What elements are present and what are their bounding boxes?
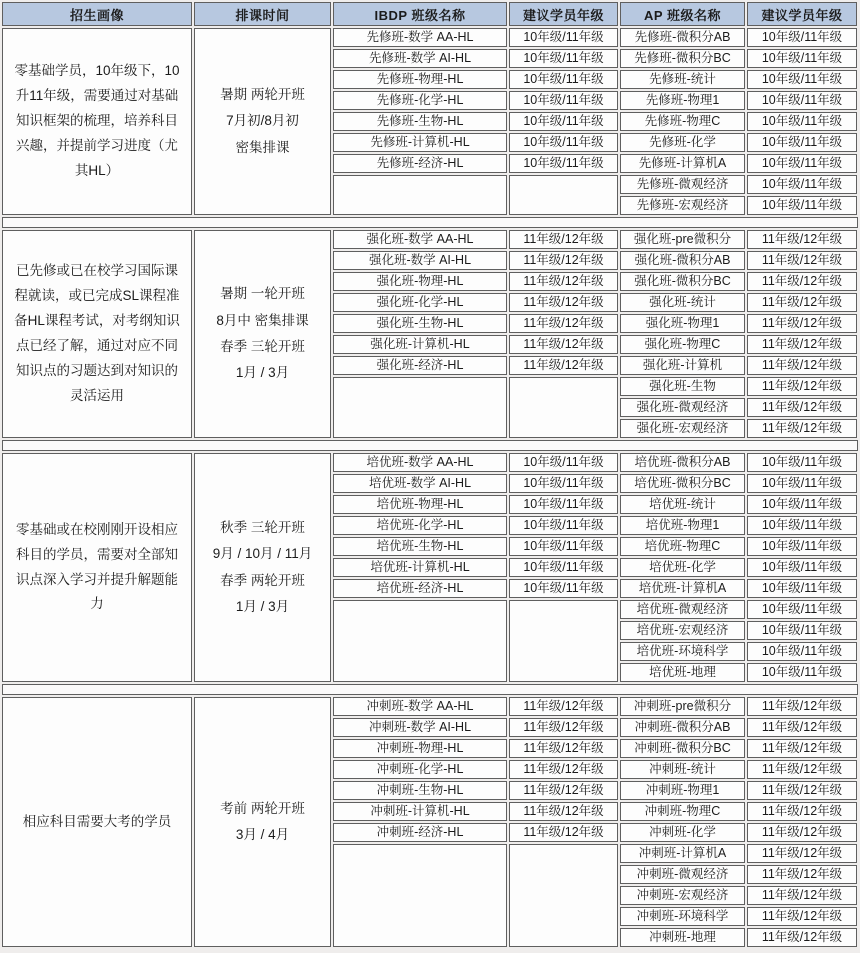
grade-cell: 10年级/11年级 bbox=[747, 600, 857, 619]
table-row bbox=[333, 230, 618, 249]
grade-cell: 10年级/11年级 bbox=[747, 112, 857, 131]
class-name-cell: 培优班-环境科学 bbox=[620, 642, 745, 661]
grade-cell: 10年级/11年级 bbox=[747, 196, 857, 215]
grade-cell: 11年级/12年级 bbox=[747, 230, 857, 249]
class-name-cell: 先修班-化学-HL bbox=[333, 91, 507, 110]
schedule-line: 3月 / 4月 bbox=[235, 827, 290, 842]
grade-cell: 11年级/12年级 bbox=[747, 760, 857, 779]
class-name-cell: 强化班-数学 AA-HL bbox=[333, 230, 507, 249]
class-name-cell: 先修班-计算机-HL bbox=[333, 133, 507, 152]
grade-cell: 11年级/12年级 bbox=[747, 335, 857, 354]
grade-cell: 10年级/11年级 bbox=[747, 474, 857, 493]
table-row bbox=[333, 558, 618, 577]
class-name-cell: 培优班-化学-HL bbox=[333, 516, 507, 535]
header-ibdp-class: IBDP 班级名称 bbox=[333, 2, 507, 26]
class-name-cell: 冲刺班-计算机A bbox=[620, 844, 745, 863]
class-name-cell: 先修班-物理C bbox=[620, 112, 745, 131]
empty-cell bbox=[333, 600, 507, 682]
grade-cell: 10年级/11年级 bbox=[747, 453, 857, 472]
filler-row bbox=[333, 600, 618, 682]
schedule-line: 8月中 密集排课 bbox=[216, 312, 309, 328]
grade-cell: 10年级/11年级 bbox=[747, 579, 857, 598]
class-name-cell: 培优班-地理 bbox=[620, 663, 745, 682]
table-row bbox=[620, 112, 857, 131]
grade-cell: 11年级/12年级 bbox=[509, 760, 618, 779]
grade-cell: 11年级/12年级 bbox=[509, 335, 618, 354]
class-name-cell: 冲刺班-化学 bbox=[620, 823, 745, 842]
table-row bbox=[333, 781, 618, 800]
grade-cell: 11年级/12年级 bbox=[747, 928, 857, 947]
ap-rows-block bbox=[620, 697, 857, 947]
schedule-cell bbox=[194, 230, 331, 438]
table-section bbox=[2, 453, 858, 682]
class-name-cell: 冲刺班-pre微积分 bbox=[620, 697, 745, 716]
class-name-cell: 培优班-统计 bbox=[620, 495, 745, 514]
grade-cell: 11年级/12年级 bbox=[509, 272, 618, 291]
grade-cell: 10年级/11年级 bbox=[509, 453, 618, 472]
grade-cell: 11年级/12年级 bbox=[509, 251, 618, 270]
table-row bbox=[620, 154, 857, 173]
table-row bbox=[620, 175, 857, 194]
table-row bbox=[620, 928, 857, 947]
section-separator bbox=[2, 684, 858, 695]
class-name-cell: 冲刺班-数学 AI-HL bbox=[333, 718, 507, 737]
table-row bbox=[333, 802, 618, 821]
table-row bbox=[620, 419, 857, 438]
empty-cell bbox=[509, 844, 618, 947]
class-name-cell: 强化班-微积分BC bbox=[620, 272, 745, 291]
class-name-cell: 强化班-物理-HL bbox=[333, 272, 507, 291]
class-name-cell: 强化班-经济-HL bbox=[333, 356, 507, 375]
class-name-cell: 冲刺班-微积分BC bbox=[620, 739, 745, 758]
table-row bbox=[620, 293, 857, 312]
class-name-cell: 强化班-生物-HL bbox=[333, 314, 507, 333]
class-name-cell: 培优班-化学 bbox=[620, 558, 745, 577]
table-row bbox=[620, 600, 857, 619]
grade-cell: 11年级/12年级 bbox=[509, 697, 618, 716]
grade-cell: 11年级/12年级 bbox=[747, 844, 857, 863]
header-profile: 招生画像 bbox=[2, 2, 192, 26]
grade-cell: 10年级/11年级 bbox=[747, 28, 857, 47]
table-row bbox=[333, 154, 618, 173]
class-name-cell: 冲刺班-地理 bbox=[620, 928, 745, 947]
course-schedule-table bbox=[2, 2, 858, 951]
class-name-cell: 培优班-宏观经济 bbox=[620, 621, 745, 640]
table-row bbox=[620, 70, 857, 89]
class-name-cell: 强化班-统计 bbox=[620, 293, 745, 312]
empty-cell bbox=[333, 844, 507, 947]
class-name-cell: 培优班-生物-HL bbox=[333, 537, 507, 556]
class-name-cell: 强化班-pre微积分 bbox=[620, 230, 745, 249]
table-row bbox=[620, 377, 857, 396]
table-row bbox=[620, 230, 857, 249]
class-name-cell: 先修班-生物-HL bbox=[333, 112, 507, 131]
profile-cell: 已先修或已在校学习国际课程就读，或已完成SL课程准备HL课程考试，对考纲知识点已经了解，通过对应不同知识点的习题达到对知识的灵活运用 bbox=[2, 230, 192, 438]
profile-cell: 相应科目需要大考的学员 bbox=[2, 697, 192, 947]
grade-cell: 11年级/12年级 bbox=[747, 356, 857, 375]
section-separator bbox=[2, 440, 858, 451]
ibdp-rows-block bbox=[333, 28, 618, 215]
class-name-cell: 先修班-物理1 bbox=[620, 91, 745, 110]
class-name-cell: 培优班-物理-HL bbox=[333, 495, 507, 514]
schedule-line: 7月初/8月初 bbox=[226, 113, 299, 129]
table-row bbox=[333, 579, 618, 598]
profile-cell: 零基础或在校刚刚开设相应科目的学员，需要对全部知识点深入学习并提升解题能力 bbox=[2, 453, 192, 682]
schedule-cell bbox=[194, 453, 331, 682]
filler-row bbox=[333, 175, 618, 215]
table-row bbox=[620, 642, 857, 661]
class-name-cell: 培优班-计算机A bbox=[620, 579, 745, 598]
table-row bbox=[620, 558, 857, 577]
table-row bbox=[620, 621, 857, 640]
class-name-cell: 强化班-微观经济 bbox=[620, 398, 745, 417]
schedule-line: 密集排课 bbox=[235, 139, 290, 155]
grade-cell: 11年级/12年级 bbox=[747, 377, 857, 396]
table-row bbox=[333, 272, 618, 291]
table-row bbox=[333, 112, 618, 131]
ibdp-rows-block bbox=[333, 230, 618, 438]
class-name-cell: 冲刺班-统计 bbox=[620, 760, 745, 779]
filler-row bbox=[333, 377, 618, 438]
grade-cell: 11年级/12年级 bbox=[747, 739, 857, 758]
table-row bbox=[620, 663, 857, 682]
header-ibdp-grade: 建议学员年级 bbox=[509, 2, 618, 26]
empty-cell bbox=[333, 175, 507, 215]
grade-cell: 10年级/11年级 bbox=[747, 621, 857, 640]
class-name-cell: 强化班-计算机 bbox=[620, 356, 745, 375]
grade-cell: 11年级/12年级 bbox=[747, 865, 857, 884]
grade-cell: 11年级/12年级 bbox=[509, 230, 618, 249]
class-name-cell: 培优班-计算机-HL bbox=[333, 558, 507, 577]
table-row bbox=[333, 133, 618, 152]
grade-cell: 11年级/12年级 bbox=[747, 781, 857, 800]
class-name-cell: 培优班-物理C bbox=[620, 537, 745, 556]
table-row bbox=[620, 907, 857, 926]
table-row bbox=[620, 865, 857, 884]
class-name-cell: 培优班-数学 AI-HL bbox=[333, 474, 507, 493]
class-name-cell: 先修班-化学 bbox=[620, 133, 745, 152]
ap-rows-block bbox=[620, 230, 857, 438]
class-name-cell: 先修班-数学 AA-HL bbox=[333, 28, 507, 47]
grade-cell: 11年级/12年级 bbox=[747, 823, 857, 842]
class-name-cell: 冲刺班-环境科学 bbox=[620, 907, 745, 926]
table-row bbox=[333, 251, 618, 270]
class-name-cell: 先修班-物理-HL bbox=[333, 70, 507, 89]
table-section bbox=[2, 697, 858, 947]
header-ap-grade: 建议学员年级 bbox=[747, 2, 857, 26]
class-name-cell: 先修班-微积分BC bbox=[620, 49, 745, 68]
grade-cell: 10年级/11年级 bbox=[747, 133, 857, 152]
grade-cell: 10年级/11年级 bbox=[509, 112, 618, 131]
table-row bbox=[620, 697, 857, 716]
ibdp-rows-block bbox=[333, 453, 618, 682]
class-name-cell: 强化班-化学-HL bbox=[333, 293, 507, 312]
schedule-line: 春季 三轮开班 bbox=[220, 339, 305, 354]
table-row bbox=[333, 697, 618, 716]
filler-row bbox=[333, 844, 618, 947]
schedule-cell bbox=[194, 697, 331, 947]
table-row bbox=[333, 516, 618, 535]
table-header-row bbox=[2, 2, 858, 26]
grade-cell: 11年级/12年级 bbox=[747, 718, 857, 737]
grade-cell: 10年级/11年级 bbox=[747, 495, 857, 514]
grade-cell: 10年级/11年级 bbox=[747, 49, 857, 68]
class-name-cell: 强化班-生物 bbox=[620, 377, 745, 396]
grade-cell: 11年级/12年级 bbox=[747, 907, 857, 926]
grade-cell: 10年级/11年级 bbox=[509, 49, 618, 68]
table-row bbox=[620, 196, 857, 215]
table-row bbox=[333, 28, 618, 47]
schedule-line: 考前 两轮开班 bbox=[220, 800, 305, 816]
schedule-line: 秋季 三轮开班 bbox=[220, 519, 305, 535]
table-row bbox=[620, 49, 857, 68]
grade-cell: 11年级/12年级 bbox=[509, 781, 618, 800]
grade-cell: 11年级/12年级 bbox=[509, 739, 618, 758]
grade-cell: 10年级/11年级 bbox=[509, 537, 618, 556]
grade-cell: 10年级/11年级 bbox=[509, 474, 618, 493]
table-row bbox=[333, 495, 618, 514]
class-name-cell: 先修班-数学 AI-HL bbox=[333, 49, 507, 68]
table-row bbox=[620, 28, 857, 47]
class-name-cell: 先修班-经济-HL bbox=[333, 154, 507, 173]
profile-cell: 零基础学员，10年级下，10升11年级，需要通过对基础知识框架的梳理，培养科目兴趣，并提前学习进度（尤其HL） bbox=[2, 28, 192, 215]
grade-cell: 11年级/12年级 bbox=[509, 802, 618, 821]
class-name-cell: 强化班-数学 AI-HL bbox=[333, 251, 507, 270]
grade-cell: 11年级/12年级 bbox=[747, 802, 857, 821]
table-row bbox=[620, 453, 857, 472]
grade-cell: 11年级/12年级 bbox=[509, 823, 618, 842]
table-row bbox=[620, 272, 857, 291]
table-row bbox=[620, 474, 857, 493]
grade-cell: 10年级/11年级 bbox=[747, 70, 857, 89]
header-schedule: 排课时间 bbox=[194, 2, 331, 26]
class-name-cell: 冲刺班-生物-HL bbox=[333, 781, 507, 800]
grade-cell: 11年级/12年级 bbox=[747, 886, 857, 905]
class-name-cell: 先修班-微观经济 bbox=[620, 175, 745, 194]
table-row bbox=[620, 823, 857, 842]
schedule-line: 暑期 两轮开班 bbox=[220, 87, 305, 103]
grade-cell: 10年级/11年级 bbox=[747, 642, 857, 661]
table-section bbox=[2, 230, 858, 438]
table-row bbox=[333, 293, 618, 312]
grade-cell: 10年级/11年级 bbox=[747, 537, 857, 556]
section-separator bbox=[2, 217, 858, 228]
grade-cell: 11年级/12年级 bbox=[747, 697, 857, 716]
class-name-cell: 强化班-物理C bbox=[620, 335, 745, 354]
class-name-cell: 先修班-宏观经济 bbox=[620, 196, 745, 215]
grade-cell: 11年级/12年级 bbox=[509, 718, 618, 737]
table-row bbox=[620, 251, 857, 270]
ap-rows-block bbox=[620, 28, 857, 215]
grade-cell: 10年级/11年级 bbox=[747, 663, 857, 682]
empty-cell bbox=[509, 175, 618, 215]
empty-cell bbox=[333, 377, 507, 438]
table-row bbox=[620, 314, 857, 333]
class-name-cell: 冲刺班-宏观经济 bbox=[620, 886, 745, 905]
grade-cell: 10年级/11年级 bbox=[747, 91, 857, 110]
table-row bbox=[333, 453, 618, 472]
table-row bbox=[333, 760, 618, 779]
schedule-line: 1月 / 3月 bbox=[235, 365, 290, 381]
grade-cell: 10年级/11年级 bbox=[509, 91, 618, 110]
class-name-cell: 冲刺班-物理-HL bbox=[333, 739, 507, 758]
table-row bbox=[333, 356, 618, 375]
grade-cell: 11年级/12年级 bbox=[747, 272, 857, 291]
table-row bbox=[620, 398, 857, 417]
grade-cell: 10年级/11年级 bbox=[509, 28, 618, 47]
grade-cell: 10年级/11年级 bbox=[747, 516, 857, 535]
table-row bbox=[333, 537, 618, 556]
ap-rows-block bbox=[620, 453, 857, 682]
table-row bbox=[333, 823, 618, 842]
table-row bbox=[620, 516, 857, 535]
class-name-cell: 冲刺班-微积分AB bbox=[620, 718, 745, 737]
class-name-cell: 培优班-数学 AA-HL bbox=[333, 453, 507, 472]
table-row bbox=[333, 70, 618, 89]
table-row bbox=[620, 781, 857, 800]
table-section bbox=[2, 28, 858, 215]
table-row bbox=[333, 49, 618, 68]
grade-cell: 11年级/12年级 bbox=[747, 314, 857, 333]
class-name-cell: 强化班-计算机-HL bbox=[333, 335, 507, 354]
class-name-cell: 冲刺班-经济-HL bbox=[333, 823, 507, 842]
class-name-cell: 培优班-微积分BC bbox=[620, 474, 745, 493]
grade-cell: 11年级/12年级 bbox=[509, 356, 618, 375]
table-row bbox=[620, 91, 857, 110]
class-name-cell: 冲刺班-物理C bbox=[620, 802, 745, 821]
class-name-cell: 培优班-微积分AB bbox=[620, 453, 745, 472]
grade-cell: 11年级/12年级 bbox=[747, 398, 857, 417]
table-row bbox=[620, 844, 857, 863]
table-row bbox=[333, 718, 618, 737]
grade-cell: 10年级/11年级 bbox=[509, 579, 618, 598]
grade-cell: 10年级/11年级 bbox=[509, 133, 618, 152]
table-row bbox=[620, 760, 857, 779]
table-row bbox=[333, 91, 618, 110]
grade-cell: 11年级/12年级 bbox=[509, 314, 618, 333]
table-row bbox=[333, 739, 618, 758]
class-name-cell: 冲刺班-物理1 bbox=[620, 781, 745, 800]
empty-cell bbox=[509, 377, 618, 438]
grade-cell: 11年级/12年级 bbox=[747, 293, 857, 312]
schedule-line: 1月 / 3月 bbox=[235, 598, 290, 614]
table-row bbox=[620, 718, 857, 737]
table-row bbox=[620, 133, 857, 152]
class-name-cell: 强化班-宏观经济 bbox=[620, 419, 745, 438]
schedule-line: 暑期 一轮开班 bbox=[220, 286, 305, 302]
ibdp-rows-block bbox=[333, 697, 618, 947]
class-name-cell: 冲刺班-化学-HL bbox=[333, 760, 507, 779]
class-name-cell: 强化班-物理1 bbox=[620, 314, 745, 333]
grade-cell: 10年级/11年级 bbox=[509, 516, 618, 535]
table-row bbox=[620, 537, 857, 556]
grade-cell: 10年级/11年级 bbox=[509, 154, 618, 173]
schedule-line: 9月 / 10月 / 11月 bbox=[212, 546, 313, 562]
class-name-cell: 先修班-统计 bbox=[620, 70, 745, 89]
table-row bbox=[620, 335, 857, 354]
table-row bbox=[333, 474, 618, 493]
schedule-cell bbox=[194, 28, 331, 215]
class-name-cell: 强化班-微积分AB bbox=[620, 251, 745, 270]
schedule-line: 春季 两轮开班 bbox=[220, 572, 305, 588]
table-row bbox=[620, 356, 857, 375]
grade-cell: 10年级/11年级 bbox=[747, 558, 857, 577]
table-row bbox=[620, 579, 857, 598]
class-name-cell: 培优班-微观经济 bbox=[620, 600, 745, 619]
table-row bbox=[333, 335, 618, 354]
grade-cell: 10年级/11年级 bbox=[747, 154, 857, 173]
table-row bbox=[333, 314, 618, 333]
table-row bbox=[620, 886, 857, 905]
class-name-cell: 培优班-物理1 bbox=[620, 516, 745, 535]
class-name-cell: 先修班-微积分AB bbox=[620, 28, 745, 47]
table-row bbox=[620, 739, 857, 758]
header-ap-class: AP 班级名称 bbox=[620, 2, 745, 26]
grade-cell: 10年级/11年级 bbox=[509, 495, 618, 514]
class-name-cell: 培优班-经济-HL bbox=[333, 579, 507, 598]
class-name-cell: 冲刺班-数学 AA-HL bbox=[333, 697, 507, 716]
grade-cell: 11年级/12年级 bbox=[747, 251, 857, 270]
grade-cell: 11年级/12年级 bbox=[509, 293, 618, 312]
grade-cell: 10年级/11年级 bbox=[747, 175, 857, 194]
table-row bbox=[620, 495, 857, 514]
grade-cell: 10年级/11年级 bbox=[509, 70, 618, 89]
empty-cell bbox=[509, 600, 618, 682]
class-name-cell: 冲刺班-计算机-HL bbox=[333, 802, 507, 821]
grade-cell: 11年级/12年级 bbox=[747, 419, 857, 438]
class-name-cell: 冲刺班-微观经济 bbox=[620, 865, 745, 884]
table-row bbox=[620, 802, 857, 821]
class-name-cell: 先修班-计算机A bbox=[620, 154, 745, 173]
grade-cell: 10年级/11年级 bbox=[509, 558, 618, 577]
